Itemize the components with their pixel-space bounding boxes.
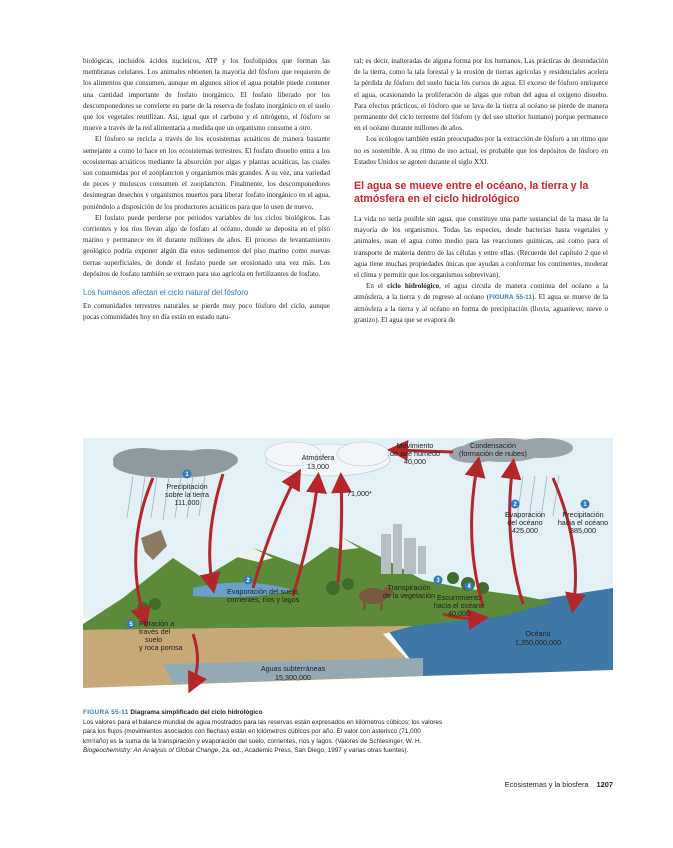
moist-air-label-2: de aire húmedo bbox=[390, 449, 440, 458]
left-paragraph-3: El fosfato puede perderse por periodos variables de los ciclos biológicos. Las corrientes y los ríos llevan algo de fosfato al océano, donde se deposita en el piso marino y permanece en él durante millones de años. El proceso de levantamiento geológico podría exponer algún día estos sedimentos del piso marino como nuevas tierras superficiales, de donde el fosfato puede ser erosionado una vez más. Los depósitos de fosfato también se extraen para uso agrícola en fertilizantes de fosfato. bbox=[83, 213, 330, 278]
transpiration-label-1: Transpiración bbox=[387, 583, 431, 592]
figure-reference-link[interactable]: FIGURA 55-11 bbox=[489, 294, 532, 302]
transpiration-label-2: de la vegetación bbox=[382, 591, 436, 600]
right-paragraph-1: ral; es decir, inalteradas de alguna forma por los humanos. Las prácticas de desnudación de la tierra, como la tala forestal y la erosión de tierras agrícolas y residenciales acelera la pérdida de fósforo del suelo hacia los cursos de agua. El exceso de fósforo enriquece el agua, ocasionando la proliferación de algas que roban del agua el oxígeno disuelto. Para efectos prácticos, el fósforo que se lava de la tierra al océano se pierde de manera permanente del ciclo terrestre del fósforo (y del uso ulterior humano) porque permanece en el océano durante millones de años. bbox=[354, 57, 608, 133]
runoff-label-1: Escurrimiento bbox=[437, 593, 481, 602]
badge-evaporation-soil-num: 2 bbox=[246, 578, 250, 584]
hydrologic-cycle-heading: El agua se mueve entre el océano, la tierra y la atmósfera en el ciclo hidrológico bbox=[354, 180, 589, 206]
evap-soil-label-2: corrientes, ríos y lagos bbox=[227, 595, 300, 604]
evap-ocean-value: 425,000 bbox=[512, 526, 538, 535]
footer-section-title: Ecosistemas y la biosfera bbox=[504, 780, 589, 789]
caption-text-after: , 2a. ed., Academic Press, San Diego, 1997 y varias otras fuentes). bbox=[218, 747, 409, 755]
badge-filtration-num: 5 bbox=[129, 622, 133, 628]
caption-book-title: Biogeochemistry: An Analysis of Global Change bbox=[83, 747, 219, 755]
caption-text-before: Los valores para el balance mundial de agua mostrados para las reservas están expresados en kilómetros cúbicos; los valores para los flujos (movimientos asociados con flechas) están en kilómetros cúbicos por año. El valor con asterisco (71,000 km³/año) es la suma de la transpiración y evaporación del suelo, corrientes, ríos y lagos. (Valores de Schlesinger, W. H. bbox=[83, 718, 443, 745]
badge-transpiration-num: 3 bbox=[436, 578, 440, 584]
left-paragraph-1: biológicas, incluidos ácidos nucleicos, ATP y los fosfolípidos que forman las membranas celulares. Los animales obtienen la mayoría del fósforo que requieren de los alimentos que consumen, aunque en algunos sitios el agua potable puede contener una cantidad importante de fosfato inorgánico. El fosfato liberado por los descomponedores se convierte en parte de la reserva de fosfato inorgánico en el suelo que los vegetales reutilizan. Así, igual que el carbono y el nitrógeno, el fósforo se mueve a través de la red alimentaria a medida que un organismo consume a otro. bbox=[83, 57, 330, 133]
ocean-value: 1,350,000,000 bbox=[515, 638, 561, 647]
atmosphere-value: 13,000 bbox=[307, 462, 329, 471]
hydrologic-cycle-diagram bbox=[83, 438, 613, 710]
hydrologic-cycle-term: ciclo hidrológico bbox=[387, 282, 440, 291]
condensation-label-1: Condensación bbox=[470, 441, 516, 450]
runoff-value: 40,000 bbox=[448, 609, 470, 618]
precip-ocean-label-2: hacia el océano bbox=[557, 518, 609, 527]
p4-mid: , el agua circula de manera continua del océano a la atmósfera, a la tierra y de regreso al océano ( bbox=[354, 282, 609, 302]
right-paragraph-4 bbox=[354, 281, 608, 326]
ocean-label: Océano bbox=[525, 629, 551, 638]
page-number: 1207 bbox=[596, 780, 613, 789]
p4-before: En el bbox=[366, 282, 384, 291]
evap-ocean-label-1: Evaporación bbox=[505, 510, 545, 519]
evap-ocean-label-2: del océano bbox=[507, 518, 543, 527]
left-paragraph-2: El fósforo se recicla a través de los ecosistemas acuáticos de manera bastante semejante a como lo hace en los ecosistemas terrestres. El fosfato disuelto entra a los ecosistemas acuáticos mediante la absorción por algas y plantas acuáticas, las cuales son consumidas por el zooplancton y organismos más grandes. A su vez, una variedad de peces y moluscos consumen el zooplancton. Finalmente, los descomponedores desintegran desechos y organismos muertos para liberar fosfato inorgánico en el agua, poniéndolo a disposición de los productores acuáticos para que lo usen de nuevo. bbox=[83, 135, 330, 211]
filtration-label-2: través del bbox=[139, 627, 171, 636]
runoff-label-2: hacia el océano bbox=[433, 601, 485, 610]
evap-soil-label-1: Evaporación del suelo, bbox=[227, 587, 300, 596]
precip-ocean-value: 385,000 bbox=[570, 526, 596, 535]
filtration-label-4: y roca porosa bbox=[139, 643, 183, 652]
badge-precipitation-land-num: 1 bbox=[185, 472, 189, 478]
caption-body bbox=[83, 718, 443, 756]
left-column bbox=[83, 56, 330, 324]
right-paragraph-2: Los ecólogos también están preocupados por la extracción de fósforo a un ritmo que no es sostenible. A su ritmo de uso actual, es probable que los depósitos de fósforo en Estados Unidos se agoten durante el siglo XXI. bbox=[354, 135, 608, 166]
phosphorus-humans-heading: Los humanos afectan el ciclo natural del fósforo bbox=[83, 288, 249, 298]
right-column bbox=[354, 56, 608, 326]
left-paragraph-4: En comunidades terrestres naturales se pierde muy poco fósforo del ciclo, aunque pocas comunidades hoy en día están en estado natu- bbox=[83, 302, 330, 322]
moist-air-value: 40,000 bbox=[404, 457, 426, 466]
p4-after: ). El agua se mueve de la atmósfera a la tierra y al océano en forma de precipitación (lluvia, aguanieve, nieve o granizo). El agua que se evapora de bbox=[354, 293, 609, 324]
right-paragraph-3: La vida no sería posible sin agua, que constituye una parte sustancial de la masa de la mayoría de los organismos. Todas las especies, desde bacterias hasta vegetales y animales, usan el agua como medio para las reacciones químicas, así como para el transporte de materia dentro de las células y entre ellas. (Recuerde del capítulo 2 que el agua tiene muchas propiedades únicas que ayudan a conformar los continentes, moderar el clima y permitir que los organismos sobrevivan). bbox=[354, 215, 608, 280]
badge-precipitation-ocean-num: 1 bbox=[583, 502, 587, 508]
combined-evapotranspiration-value: 71,000* bbox=[347, 489, 372, 498]
page-footer bbox=[505, 780, 613, 789]
badge-evaporation-ocean-num: 2 bbox=[513, 502, 517, 508]
precip-ocean-label-1: Precipitación bbox=[562, 510, 604, 519]
groundwater-value: 15,300,000 bbox=[275, 673, 311, 682]
atmosphere-label: Atmósfera bbox=[301, 453, 335, 462]
caption-label: FIGURA 55-11 bbox=[83, 709, 129, 716]
moist-air-label-1: Movimiento bbox=[396, 441, 434, 450]
precip-land-label-1: Precipitación bbox=[166, 482, 208, 491]
badge-runoff-num: 4 bbox=[467, 584, 471, 590]
filtration-label-3: suelo bbox=[145, 635, 163, 644]
condensation-label-2: (formación de nubes) bbox=[459, 449, 527, 458]
groundwater-label: Aguas subterráneas bbox=[260, 664, 326, 673]
figure-caption bbox=[83, 708, 443, 756]
precip-land-value: 111,000 bbox=[174, 498, 200, 507]
filtration-label-1: Filtración a bbox=[139, 619, 175, 628]
caption-title: Diagrama simplificado del ciclo hidrológico bbox=[130, 709, 263, 716]
hydrologic-cycle-figure bbox=[83, 438, 613, 710]
precip-land-label-2: sobre la tierra bbox=[165, 490, 209, 499]
